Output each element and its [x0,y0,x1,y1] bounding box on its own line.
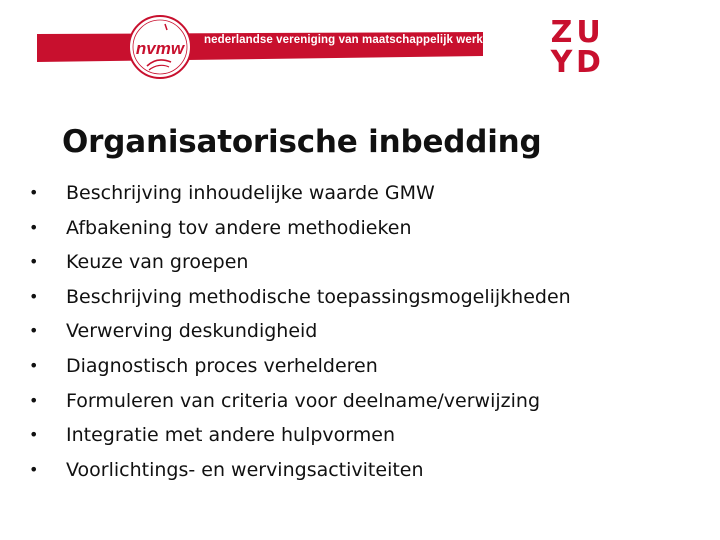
zuyd-logo [548,15,602,80]
bullet-text: Integratie met andere hulpvormen [66,424,396,447]
zuyd-letter: U [576,15,601,50]
slide-title: Organisatorische inbedding [62,124,542,160]
zuyd-letter: D [576,45,601,80]
bullet-text: Verwerving deskundigheid [66,320,318,343]
bullet-item [27,453,571,488]
nvmw-logo-text: nvmw [135,39,185,58]
bullet-item [27,211,571,246]
bullet-text: Beschrijving methodische toepassingsmogelijkheden [66,285,571,308]
bullet-item [27,245,571,280]
nvmw-tagline: nederlandse vereniging van maatschappelijk werkers [204,34,501,46]
bullet-text: Formuleren van criteria voor deelname/verwijzing [66,389,540,412]
bullet-dot-icon: • [29,217,39,237]
bullet-item [27,384,571,419]
bullet-item [27,314,571,349]
bullet-dot-icon: • [29,252,39,272]
bullet-dot-icon: • [29,183,39,202]
bullet-item [27,176,571,211]
bullet-text: Diagnostisch proces verhelderen [66,354,378,377]
bullet-text: Beschrijving inhoudelijke waarde GMW [66,182,435,204]
bullet-text: Keuze van groepen [66,251,249,274]
bullet-dot-icon: • [29,425,39,445]
bullet-item [27,349,571,384]
bullet-text: Afbakening tov andere methodieken [66,216,412,239]
bullet-dot-icon: • [29,286,39,306]
bullet-text: Voorlichtings- en wervingsactiviteiten [66,458,424,481]
bullet-list [27,176,571,487]
bullet-dot-icon: • [29,321,39,341]
zuyd-letter: Y [550,45,573,80]
zuyd-letter: Z [550,15,573,50]
nvmw-logo [127,14,193,80]
bullet-dot-icon: • [29,459,39,479]
bullet-dot-icon: • [29,355,39,375]
bullet-item [27,280,571,315]
bullet-item [27,418,571,453]
bullet-dot-icon: • [29,390,39,410]
